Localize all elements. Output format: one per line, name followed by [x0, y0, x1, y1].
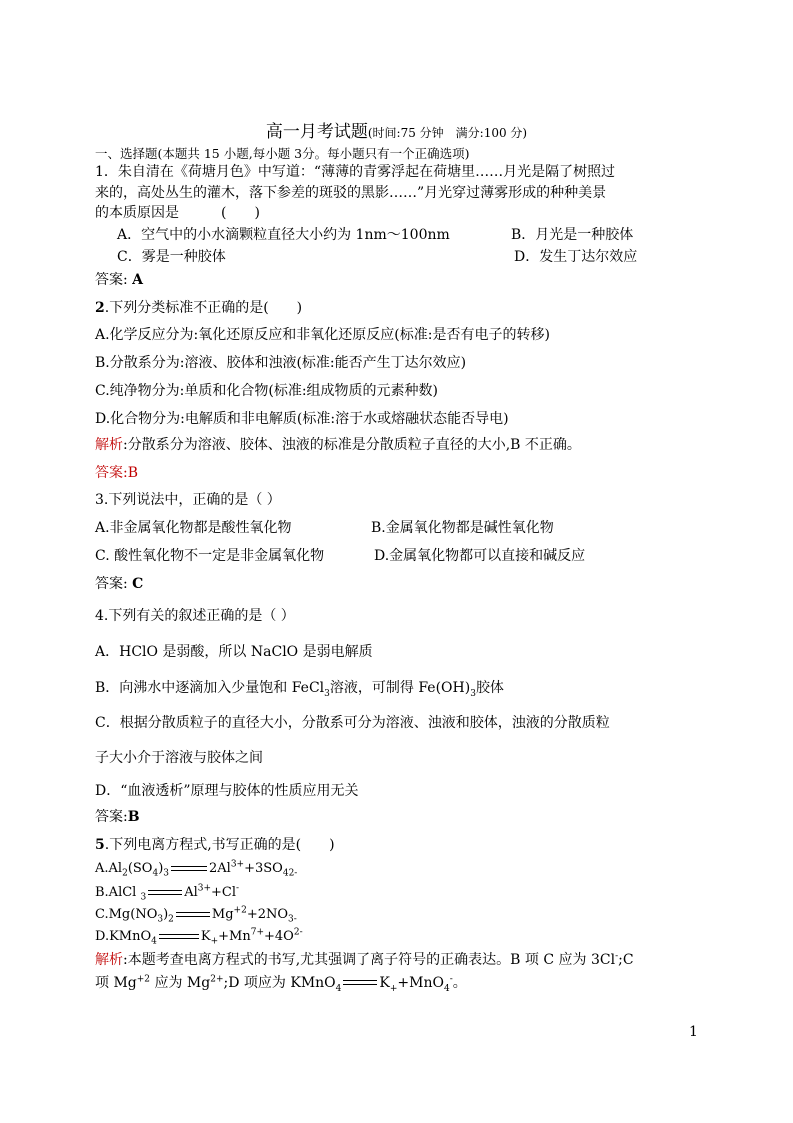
q5-option-d: D.KMnO$_4$ $K_++Mn^{7+}+4O^{2-}$ [95, 927, 303, 947]
q5-analysis-label: 解析 [95, 952, 123, 968]
q5-analysis-line2 [95, 974, 467, 992]
q5-analysis-text1-end: ;C [618, 952, 634, 968]
q1-line2: 来的，高处丛生的灌木，落下参差的斑驳的黑影……”月光穿过薄雾形成的种种美景 [95, 185, 607, 201]
page-number: 1 [689, 1024, 698, 1040]
q2-option-c: C.纯净物分为:单质和化合物(标准:组成物质的元素种数) [95, 383, 439, 399]
q4-option-a: A．HClO 是弱酸，所以 NaClO 是弱电解质 [95, 644, 373, 660]
q4-option-b-part2: 溶液，可制得 Fe(OH) [329, 680, 471, 696]
q2-analysis-label: 解析 [95, 437, 123, 453]
q5-option-b: B.AlCl $_3$ $Al^{3+}+Cl^-$ [95, 883, 240, 903]
section-header: 一、选择题(本题共 15 小题,每小题 3分。每小题只有一个正确选项) [95, 146, 470, 161]
q1-option-c: C．雾是一种胶体 [117, 249, 226, 265]
q5-analysis-sub-plus: + [389, 983, 398, 994]
q4-option-b-sub1: 3 [324, 688, 330, 699]
q2-number: 2 [95, 300, 105, 316]
q4-stem: 4.下列有关的叙述正确的是（ ） [95, 608, 295, 624]
q5-analysis-part-f: 。 [452, 975, 467, 991]
q4-answer [95, 808, 140, 826]
q4-answer-label: 答案: [95, 809, 128, 825]
q5-analysis-part-e: +MnO [397, 975, 444, 991]
q3-stem: 3.下列说法中，正确的是（ ） [95, 492, 281, 508]
q3-answer-value: C [132, 576, 144, 592]
q5-analysis-part-d: K [379, 975, 390, 991]
q2-answer: 答案:B [95, 465, 139, 481]
q2-stem-text: .下列分类标准不正确的是( ) [104, 300, 303, 316]
q1-option-d: D．发生丁达尔效应 [514, 249, 638, 265]
q5-analysis-sub1: 4 [335, 983, 342, 994]
q5-analysis-part-a: 项 Mg [95, 975, 137, 991]
q1-option-b: B．月光是一种胶体 [511, 227, 634, 243]
q3-answer-label: 答案: [95, 576, 133, 592]
q4-option-b-part3: 胶体 [475, 680, 504, 696]
q5-analysis-sup2: 2+ [210, 974, 224, 985]
q2-option-d: D.化合物分为:电解质和非电解质(标准:溶于水或熔融状态能否导电) [95, 411, 509, 427]
equals-sign [148, 890, 182, 896]
q5-analysis-sup4: - [449, 974, 453, 985]
q5-option-c: $C.Mg(NO_3)_2$ $Mg^{+2}+2NO_{3-}$ [95, 905, 297, 925]
q2-analysis [95, 436, 581, 454]
q2-stem [95, 299, 302, 317]
q1-line3: 的本质原因是 ( ) [95, 205, 260, 221]
q1-answer [95, 271, 143, 289]
q2-analysis-text: :分散系分为溶液、胶体、浊液的标准是分散质粒子直径的大小,B 不正确。 [123, 437, 581, 453]
q3-option-d: D.金属氧化物都可以直接和碱反应 [374, 548, 586, 564]
q1-line1: 1．朱自清在《荷塘月色》中写道：“薄薄的青雾浮起在荷塘里……月光是隔了树照过 [95, 164, 616, 180]
q1-answer-label: 答案: [95, 272, 133, 288]
title-main: 高一月考试题 [265, 122, 368, 142]
q3-option-a: A.非金属氧化物都是酸性氧化物 [95, 520, 292, 536]
q4-option-c-line1: C．根据分散质粒子的直径大小，分散系可分为溶液、浊液和胶体，浊液的分散质粒 [95, 715, 610, 731]
equals-sign [171, 866, 207, 872]
q5-analysis-line1 [95, 951, 634, 969]
exam-title [0, 117, 793, 142]
q5-analysis-part-c: ;D 项应为 KMnO [223, 975, 336, 991]
q1-answer-value: A [132, 272, 144, 288]
q5-stem-text: .下列电离方程式,书写正确的是( ) [104, 837, 335, 853]
q5-option-a: $A.Al_2(SO_4)_3$ $2Al^{3+}+3SO_{42-}$ [95, 859, 298, 879]
title-subtitle: (时间:75 分钟 满分:100 分) [367, 126, 528, 140]
q5-analysis-sup1: +2 [136, 974, 151, 985]
q4-option-c-line2: 子大小介于溶液与胶体之间 [95, 750, 263, 766]
equals-sign [159, 934, 199, 940]
q5-analysis-part-b: 应为 Mg [150, 975, 211, 991]
q3-answer [95, 575, 143, 593]
equals-sign [176, 912, 210, 918]
q5-analysis-sup: - [615, 951, 619, 962]
q5-number: 5 [95, 837, 105, 853]
q4-option-b [95, 679, 504, 697]
q4-option-b-sub2: 3 [470, 688, 476, 699]
q5-stem [95, 836, 335, 854]
q4-option-b-part1: B．向沸水中逐滴加入少量饱和 FeCl [95, 680, 325, 696]
q5-analysis-sub2: 4 [443, 983, 450, 994]
q3-option-b: B.金属氧化物都是碱性氧化物 [371, 520, 554, 536]
equals-sign [343, 980, 377, 986]
q5-analysis-text1: :本题考查电离方程式的书写,尤其强调了离子符号的正确表达。B 项 C 应为 3Cl [123, 952, 616, 968]
q3-option-c: C. 酸性氧化物不一定是非金属氧化物 [95, 548, 325, 564]
q2-option-b: B.分散系分为:溶液、胶体和浊液(标准:能否产生丁达尔效应) [95, 355, 467, 371]
q2-option-a: A.化学反应分为:氧化还原反应和非氧化还原反应(标准:是否有电子的转移) [95, 327, 550, 343]
q4-option-d: D．“血液透析”原理与胶体的性质应用无关 [95, 783, 359, 799]
q4-answer-value: B [127, 809, 140, 825]
q1-option-a: A．空气中的小水滴颗粒直径大小约为 1nm～100nm [117, 227, 450, 243]
